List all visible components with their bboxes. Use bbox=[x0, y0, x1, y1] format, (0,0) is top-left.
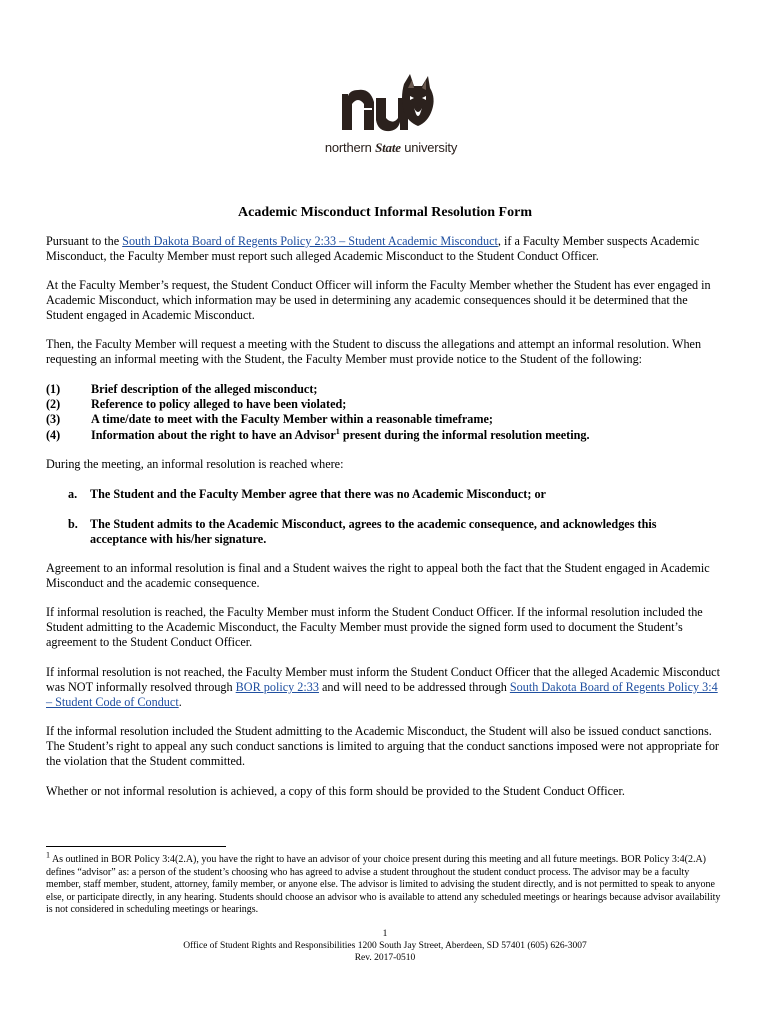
wordmark-northern: northern bbox=[324, 140, 376, 155]
paragraph-conduct-sanctions: If the informal resolution included the Student admitting to the Academic Misconduct, the Student will also be issued conduct sanctions. The Student’s right to appeal any such conduct sanctions is limited to arguing that the conduct sanctions imposed were not appropriate for the violation that the Student committed. bbox=[46, 724, 719, 769]
page-number: 1 bbox=[382, 929, 388, 939]
paragraph-agreement-final: Agreement to an informal resolution is final and a Student waives the right to appeal both the fact that the Student engaged in Academic Misconduct and the academic consequence. bbox=[46, 561, 710, 591]
notice-item-number: (3) bbox=[46, 412, 61, 426]
p1-pre: Pursuant to the bbox=[46, 234, 123, 248]
footer-revision: Rev. 2017-0510 bbox=[354, 953, 416, 963]
wordmark-university: university bbox=[400, 140, 458, 155]
notice-item-number: (2) bbox=[46, 397, 61, 411]
footnote-reference: 1 bbox=[335, 426, 340, 436]
bor-policy-3-4-link[interactable]: South Dakota Board of Regents Policy 3:4 – Student Code of Conduct bbox=[46, 680, 718, 710]
form-title: Academic Misconduct Informal Resolution Form bbox=[238, 205, 532, 220]
notice-item-text: Brief description of the alleged misconduct; bbox=[91, 382, 318, 396]
notice-item-text: A time/date to meet with the Faculty Member within a reasonable timeframe; bbox=[91, 412, 493, 426]
paragraph-conduct-officer: At the Faculty Member’s request, the Student Conduct Officer will inform the Faculty Member whether the Student has ever engaged in Academic Misconduct, which information may be used in determining any academic consequences should it be determined that the Student engaged in Academic Misconduct. bbox=[46, 278, 711, 323]
paragraph-copy-provided: Whether or not informal resolution is achieved, a copy of this form should be provided to the Student Conduct Officer. bbox=[46, 784, 625, 798]
paragraph-policy-intro bbox=[46, 234, 726, 264]
footnote-mark: 1 bbox=[46, 850, 50, 860]
paragraph-during-meeting: During the meeting, an informal resolution is reached where: bbox=[46, 457, 344, 471]
p1-post: , if a Faculty Member suspects Academic Misconduct, the Faculty Member must report such alleged Academic Misconduct to the Student Conduct Officer. bbox=[46, 234, 700, 264]
p7-mid: and will need to be addressed through bbox=[318, 680, 510, 695]
notice-item-number: (1) bbox=[46, 382, 61, 396]
footnote-divider bbox=[46, 846, 226, 847]
notice-item-text: Reference to policy alleged to have been violated; bbox=[91, 397, 347, 411]
notice-item-text bbox=[91, 428, 721, 443]
bor-policy-2-33-short-link[interactable]: BOR policy 2:33 bbox=[235, 680, 319, 695]
option-label: b. bbox=[68, 517, 78, 531]
footnote bbox=[46, 850, 726, 917]
notice-item-4-text: Information about the right to have an Advisor bbox=[91, 428, 336, 442]
paragraph-resolution-reached: If informal resolution is reached, the Faculty Member must inform the Student Conduct Officer. If the informal resolution included the Student admitting to the Academic Misconduct, the Faculty Member must provide the signed form used to document the Student’s agreement to the Student Conduct Officer. bbox=[46, 605, 703, 650]
wordmark-state: State bbox=[375, 140, 401, 155]
p7-post: . bbox=[178, 695, 182, 710]
option-text: The Student and the Faculty Member agree that there was no Academic Misconduct; or bbox=[90, 487, 546, 501]
notice-item-4-text-after: present during the informal resolution meeting. bbox=[339, 428, 590, 442]
notice-item-number: (4) bbox=[46, 428, 61, 442]
footnote-text: As outlined in BOR Policy 3:4(2.A), you have the right to have an advisor of your choice present during this meeting and all future meetings. BOR Policy 3:4(2.A) defines “advisor” as: a person of the student’s choosing who has agreed to advise a student throughout the student conduct process. The advisor may be a faculty member, staff member, student, attorney, family member, or anyone else. The advisor is limited to advising the student directly, and is not permitted to speak to anyone else, or participate directly, in any hearing. Students should choose an advisor who is available to attend any scheduled meetings or hearings because advisor availability is not considered in scheduling meetings or hearings. bbox=[46, 854, 721, 916]
paragraph-meeting-request: Then, the Faculty Member will request a meeting with the Student to discuss the allegations and attempt an informal resolution. When requesting an informal meeting with the Student, the Faculty Member must provide notice to the Student of the following: bbox=[46, 337, 702, 367]
paragraph-not-reached bbox=[46, 665, 726, 711]
option-label: a. bbox=[68, 487, 78, 501]
option-text: The Student admits to the Academic Misconduct, agrees to the academic consequence, and acknowledges this acceptance with his/her signature. bbox=[90, 517, 657, 547]
wolf-logo-icon bbox=[338, 74, 438, 138]
footer-office-address: Office of Student Rights and Responsibilities 1200 South Jay Street, Aberdeen, SD 57401 (605) 626-3007 bbox=[183, 941, 587, 951]
university-wordmark bbox=[316, 140, 466, 156]
bor-policy-2-33-link[interactable]: South Dakota Board of Regents Policy 2:33 – Student Academic Misconduct bbox=[122, 234, 498, 248]
p7-pre: If informal resolution is not reached, the Faculty Member must inform the Student Conduct Officer that the alleged Academic Misconduct was NOT informally resolved through bbox=[46, 665, 720, 695]
university-logo bbox=[316, 74, 466, 164]
